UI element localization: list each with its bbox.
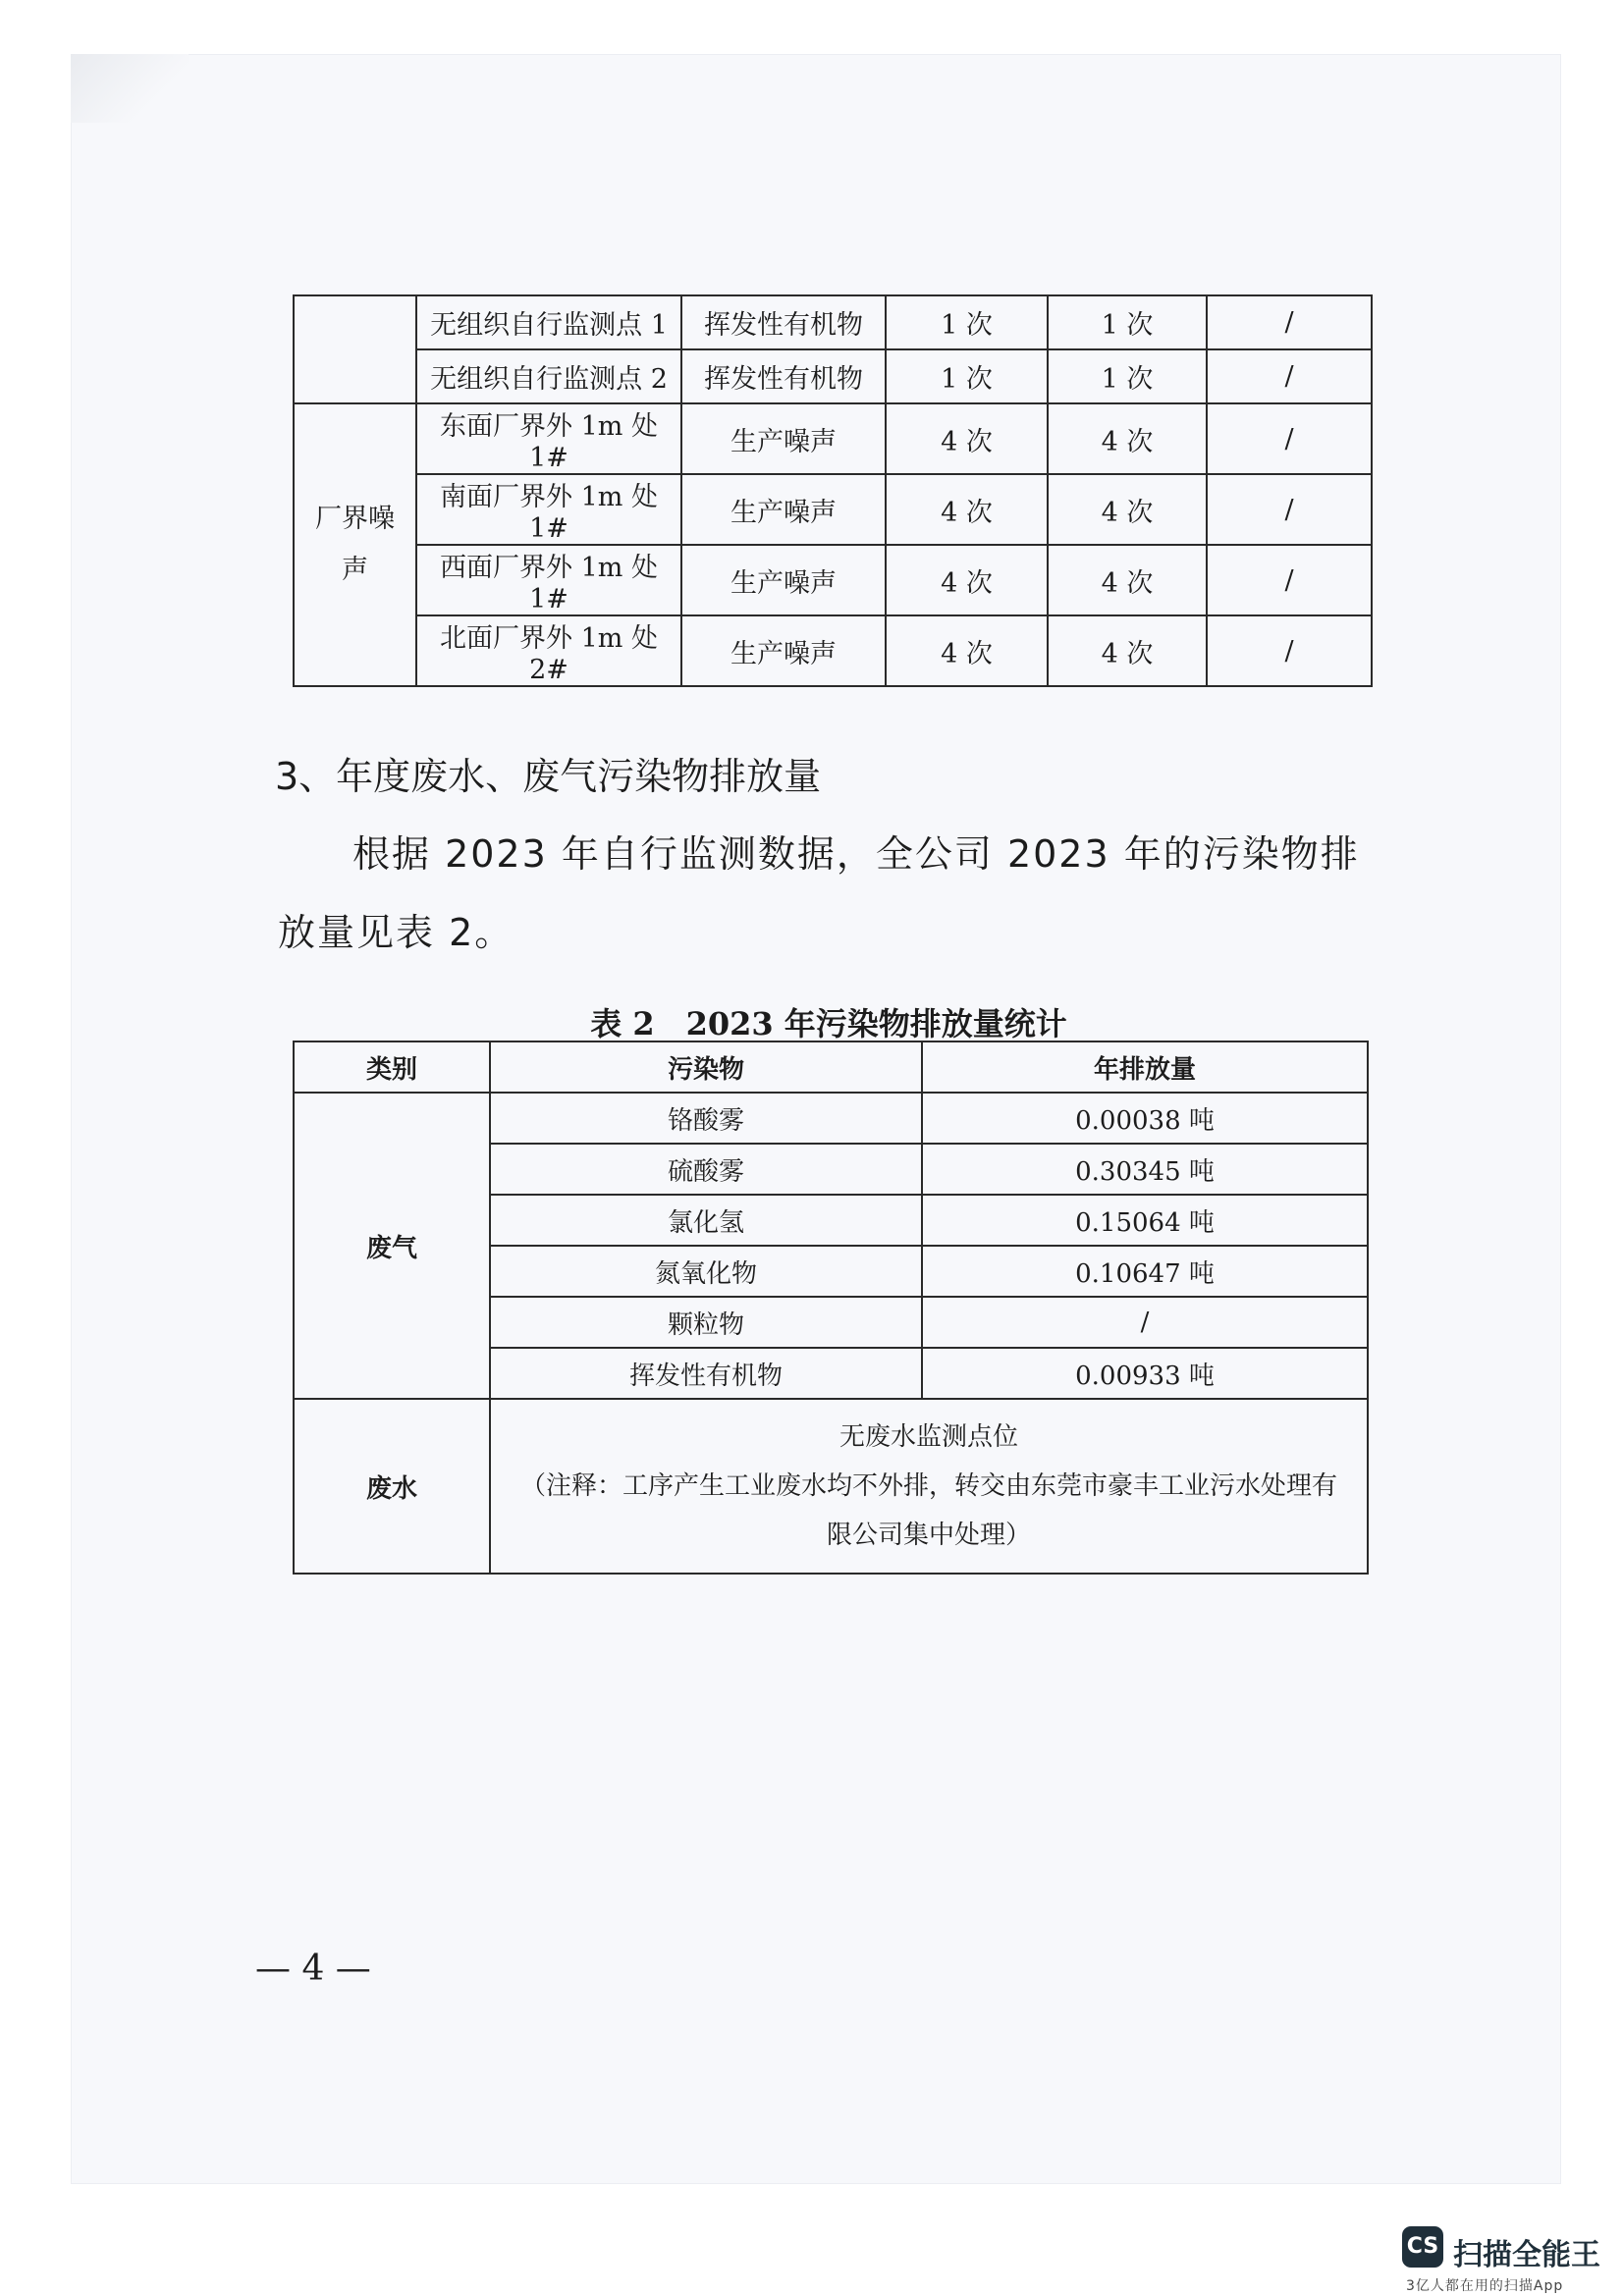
- emission-amount: 0.10647 吨: [922, 1246, 1368, 1297]
- category-cell: [294, 295, 416, 403]
- frequency-2: 4 次: [1048, 474, 1207, 545]
- frequency-1: 4 次: [886, 403, 1048, 474]
- remark: /: [1207, 545, 1372, 615]
- table-caption: 表 2 2023 年污染物排放量统计: [590, 1005, 1067, 1042]
- frequency-1: 4 次: [886, 615, 1048, 686]
- table-row: [294, 474, 1372, 545]
- pollutant-name: 铬酸雾: [490, 1093, 922, 1144]
- watermark-subtitle: 3亿人都在用的扫描App: [1406, 2278, 1564, 2294]
- frequency-2: 4 次: [1048, 615, 1207, 686]
- category-gas: 废气: [294, 1093, 490, 1399]
- emission-amount: 0.15064 吨: [922, 1195, 1368, 1246]
- table-row: [294, 1399, 1368, 1574]
- table-row: [294, 615, 1372, 686]
- monitoring-table-continued: [293, 294, 1373, 687]
- pollutant-name: 硫酸雾: [490, 1144, 922, 1195]
- header-pollutant: 污染物: [490, 1041, 922, 1093]
- monitoring-item: 生产噪声: [681, 474, 886, 545]
- pollutant-name: 氯化氢: [490, 1195, 922, 1246]
- camscanner-logo-icon: CS: [1402, 2226, 1443, 2268]
- remark: /: [1207, 295, 1372, 349]
- monitoring-item: 挥发性有机物: [681, 349, 886, 403]
- emission-amount: 0.30345 吨: [922, 1144, 1368, 1195]
- table-header-row: [294, 1041, 1368, 1093]
- watermark-title: 扫描全能王: [1453, 2238, 1600, 2272]
- monitoring-item: 生产噪声: [681, 615, 886, 686]
- monitoring-point: 无组织自行监测点 2: [416, 349, 681, 403]
- frequency-2: 1 次: [1048, 295, 1207, 349]
- header-category: 类别: [294, 1041, 490, 1093]
- emission-amount: /: [922, 1297, 1368, 1348]
- frequency-1: 4 次: [886, 474, 1048, 545]
- monitoring-point: 南面厂界外 1m 处 1#: [416, 474, 681, 545]
- category-cell: 厂界噪 声: [294, 403, 416, 686]
- category-water: 废水: [294, 1399, 490, 1574]
- pollutant-name: 氮氧化物: [490, 1246, 922, 1297]
- monitoring-item: 挥发性有机物: [681, 295, 886, 349]
- emission-amount: 0.00038 吨: [922, 1093, 1368, 1144]
- section-paragraph: 根据 2023 年自行监测数据，全公司 2023 年的污染物排放量见表 2。: [278, 832, 1360, 954]
- frequency-2: 4 次: [1048, 545, 1207, 615]
- water-note: （注释：工序产生工业废水均不外排，转交由东莞市豪丰工业污水处理有限公司集中处理）: [519, 1471, 1337, 1550]
- table-row: [294, 403, 1372, 474]
- remark: /: [1207, 349, 1372, 403]
- monitoring-point: 无组织自行监测点 1: [416, 295, 681, 349]
- water-status: 无废水监测点位: [839, 1422, 1018, 1452]
- frequency-2: 1 次: [1048, 349, 1207, 403]
- monitoring-item: 生产噪声: [681, 545, 886, 615]
- remark: /: [1207, 615, 1372, 686]
- table-row: [294, 545, 1372, 615]
- section-heading: 3、年度废水、废气污染物排放量: [275, 755, 822, 798]
- emission-amount: 0.00933 吨: [922, 1348, 1368, 1399]
- table-row: [294, 1093, 1368, 1144]
- page-number: — 4 —: [255, 1949, 371, 1989]
- water-note-cell: [490, 1399, 1368, 1574]
- remark: /: [1207, 403, 1372, 474]
- monitoring-point: 西面厂界外 1m 处 1#: [416, 545, 681, 615]
- scanner-watermark: [1402, 2226, 1598, 2295]
- emission-table: [293, 1041, 1369, 1575]
- frequency-1: 1 次: [886, 295, 1048, 349]
- frequency-2: 4 次: [1048, 403, 1207, 474]
- frequency-1: 1 次: [886, 349, 1048, 403]
- table-row: [294, 295, 1372, 349]
- monitoring-point: 东面厂界外 1m 处 1#: [416, 403, 681, 474]
- frequency-1: 4 次: [886, 545, 1048, 615]
- pollutant-name: 颗粒物: [490, 1297, 922, 1348]
- remark: /: [1207, 474, 1372, 545]
- pollutant-name: 挥发性有机物: [490, 1348, 922, 1399]
- monitoring-point: 北面厂界外 1m 处 2#: [416, 615, 681, 686]
- paper-fold-corner: [71, 54, 189, 123]
- monitoring-item: 生产噪声: [681, 403, 886, 474]
- table-row: [294, 349, 1372, 403]
- header-amount: 年排放量: [922, 1041, 1368, 1093]
